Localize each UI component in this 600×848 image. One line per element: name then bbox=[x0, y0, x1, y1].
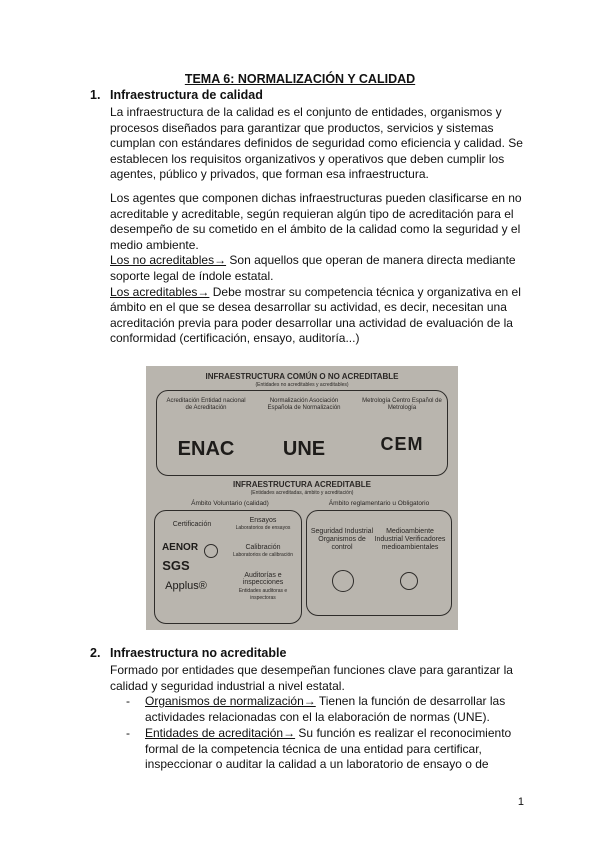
accreditation-bodies-label: Entidades de acreditación→ bbox=[145, 726, 296, 740]
industrial-safety-label: Seguridad Industrial Organismos de control bbox=[310, 528, 374, 551]
sgs-logo: SGS bbox=[162, 558, 190, 573]
calibration-sublabel: Laboratorios de calibración bbox=[232, 552, 294, 558]
section-1-heading bbox=[90, 88, 263, 102]
metrology-label: Metrología Centro Español de Metrología bbox=[362, 398, 442, 411]
acreditables-text: Debe mostrar su competencia técnica y organizativa en el ámbito en el que se desea desarrollar su actividad, es decir, necesitan una acreditación previa para poder desarrollar una actividad de evaluación de la conformidad (certificación, ensayo, auditoría...) bbox=[110, 284, 521, 346]
calibration-label: Calibración bbox=[245, 544, 281, 551]
cem-logo: CEM bbox=[380, 434, 424, 454]
tests-label: Ensayos bbox=[249, 517, 277, 524]
inspector-icon bbox=[332, 570, 354, 592]
enac-logo: ENAC bbox=[177, 438, 235, 460]
page-number: 1 bbox=[517, 796, 524, 808]
bullet-dash: - bbox=[126, 694, 130, 708]
bullet-1-content bbox=[145, 694, 536, 725]
section-2-paragraph-1: Formado por entidades que desempeñan funciones clave para garantizar la calidad y seguridad industrial a nivel estatal. bbox=[110, 663, 513, 693]
accreditation-label: Acreditación Entidad nacional de Acreditación bbox=[166, 398, 246, 411]
no-acreditables-text: Son aquellos que operan de manera directa mediante soporte legal de índole estatal. bbox=[110, 253, 516, 283]
infrastructure-diagram bbox=[146, 366, 458, 630]
bullet-normalization bbox=[126, 694, 536, 725]
normalization-label: Normalización Asociación Española de Normalización bbox=[267, 398, 341, 411]
certification-label: Certificación bbox=[172, 521, 212, 528]
page-title: TEMA 6: NORMALIZACIÓN Y CALIDAD bbox=[184, 72, 416, 86]
section-1-p2-text: Los agentes que componen dichas infraestructuras pueden clasificarse en no acreditable y acreditable, según requieran algún tipo de acreditación para el desempeño de su cometido en el ámbito de la calidad como la seguridad y el medio ambiente. bbox=[110, 191, 522, 252]
diagram-bottom-subtitle: (Entidades acreditadas, ámbito y acreditación) bbox=[250, 490, 354, 496]
normalization-bodies-text: Tienen la función de desarrollar las actividades relacionadas con el la elaboración de normas (UNE). bbox=[145, 694, 506, 724]
acreditables-label: Los acreditables→ bbox=[110, 284, 210, 299]
aenor-logo: AENOR bbox=[161, 542, 199, 553]
diagram-top-subtitle: (Entidades no acreditables y acreditables) bbox=[255, 382, 349, 388]
mandatory-scope-heading: Ámbito reglamentario u Obligatorio bbox=[328, 500, 430, 507]
tests-sublabel: Laboratorios de ensayos bbox=[235, 525, 291, 531]
section-1-title: Infraestructura de calidad bbox=[110, 88, 263, 102]
section-2-number: 2. bbox=[90, 646, 101, 660]
leaf-icon bbox=[400, 572, 418, 590]
no-acreditables-label: Los no acreditables→ bbox=[110, 253, 227, 268]
accreditation-bodies-text: Su función es realizar el reconocimiento formal de la competencia técnica de una entidad para certificar, inspeccionar o auditar la calidad a un laboratorio de ensayo o de bbox=[145, 726, 512, 772]
section-2-heading bbox=[90, 646, 286, 660]
une-logo: UNE bbox=[282, 438, 326, 460]
section-2-title: Infraestructura no acreditable bbox=[110, 646, 287, 660]
voluntary-scope-heading: Ámbito Voluntario (calidad) bbox=[191, 500, 269, 507]
seal-icon bbox=[204, 544, 218, 558]
audits-label: Auditorías e inspecciones bbox=[242, 572, 284, 586]
applus-logo: Applus® bbox=[165, 580, 207, 592]
environment-label: Medioambiente Industrial Verificadores medioambientales bbox=[374, 528, 446, 551]
diagram-top-title: INFRAESTRUCTURA COMÚN O NO ACREDITABLE bbox=[205, 372, 399, 381]
mandatory-box bbox=[306, 510, 452, 616]
section-1-paragraph-2 bbox=[110, 191, 530, 347]
bullet-2-content bbox=[145, 726, 536, 773]
section-1-paragraph-1: La infraestructura de la calidad es el conjunto de entidades, organismos y procesos diseñados para garantizar que productos, servicios y sistemas cumplan con estándares definidos de seguridad como eficiencia y calidad. Se establecen los requisitos organizativos y operativos que deben cumplir los agentes, público y privados, que forman esa infraestructura. bbox=[110, 105, 523, 182]
section-1-number: 1. bbox=[90, 88, 101, 102]
diagram-bottom-title: INFRAESTRUCTURA ACREDITABLE bbox=[233, 480, 371, 489]
bullet-accreditation bbox=[126, 726, 536, 773]
audits-sublabel: Entidades auditoras e inspectoras bbox=[238, 588, 288, 601]
normalization-bodies-label: Organismos de normalización→ bbox=[145, 694, 316, 708]
bullet-dash: - bbox=[126, 726, 130, 740]
